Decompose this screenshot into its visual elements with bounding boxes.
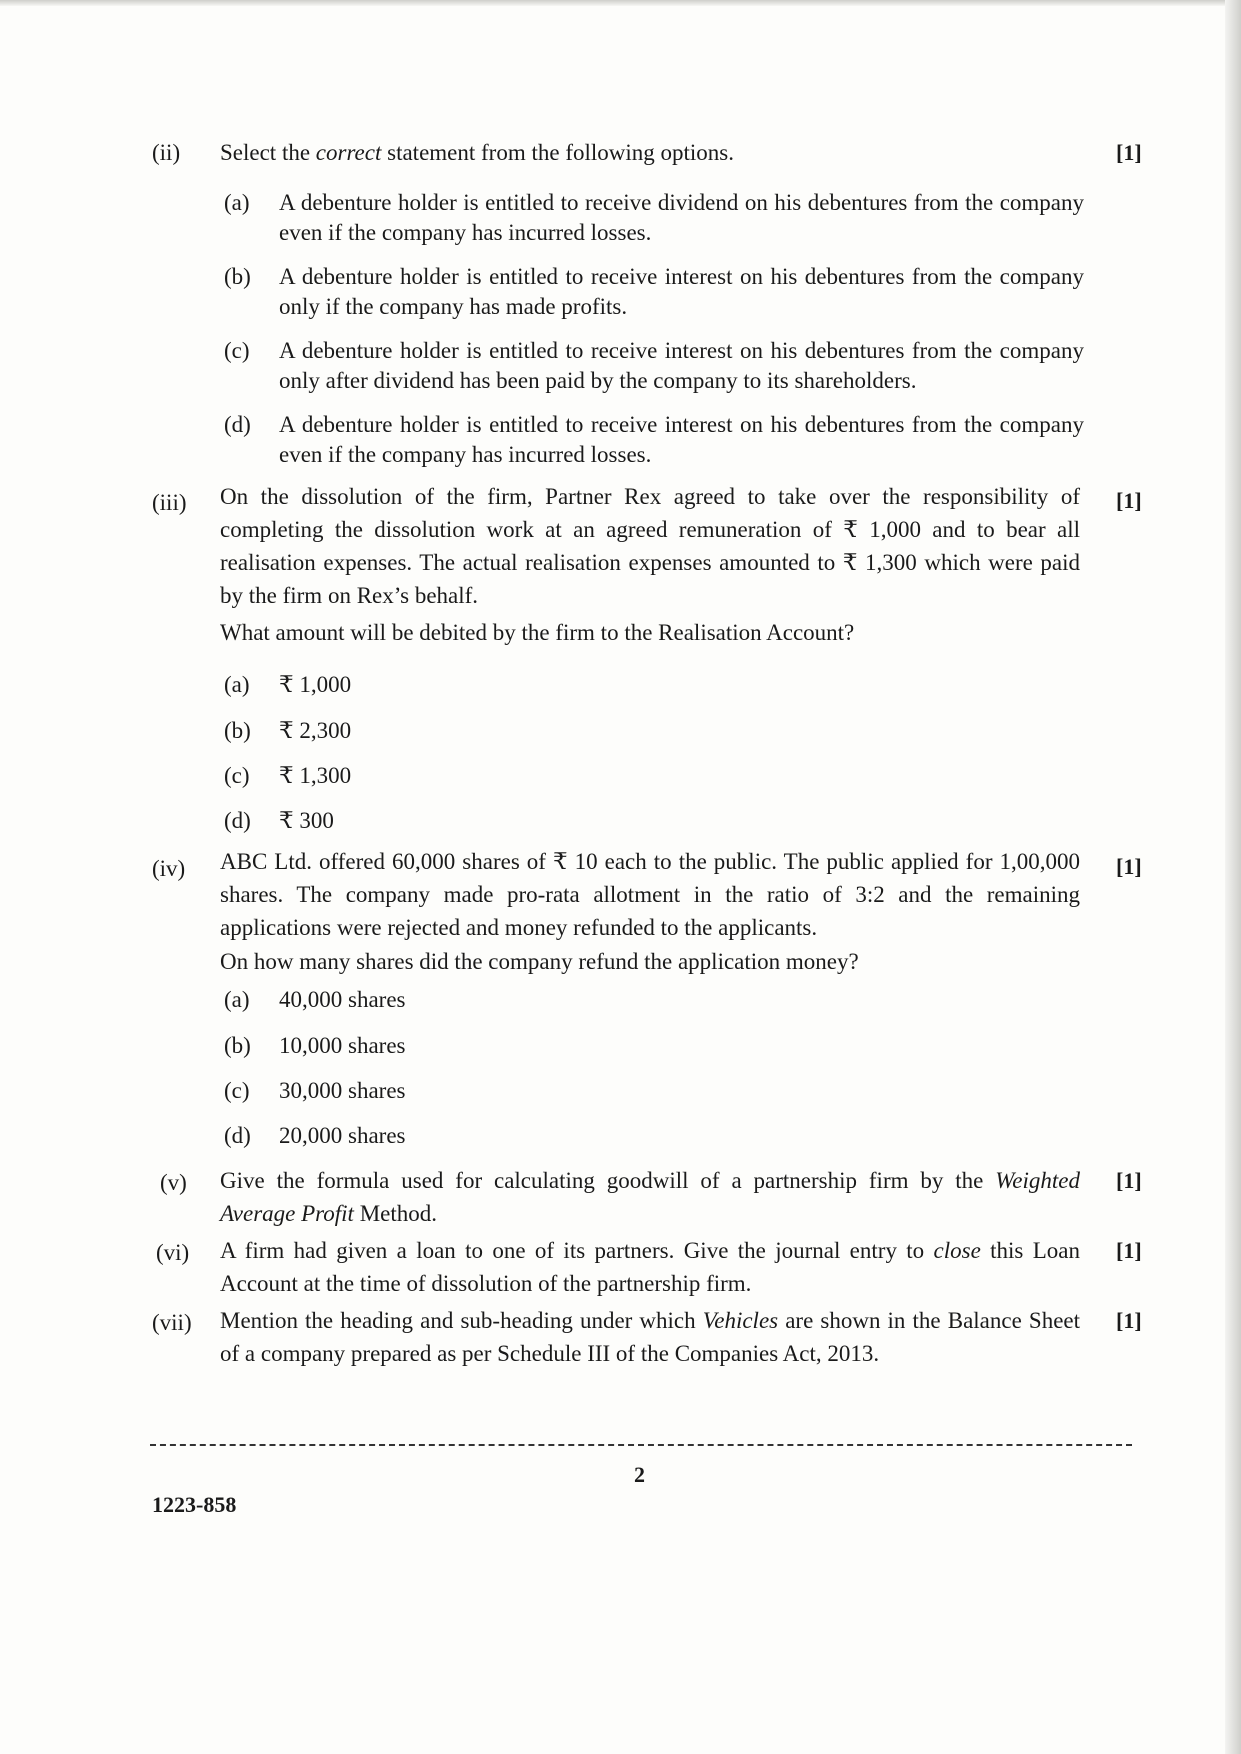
marks: [1]	[1116, 140, 1142, 165]
question-number: (v)	[160, 1170, 187, 1195]
question-text: On the dissolution of the firm, Partner Rex agreed to take over the responsibility of completing the dissolution work at an agreed remuneration of ₹ 1,000 and to bear all realisation expenses. The actual realisation expenses amounted to ₹ 1,300 which were paid by the firm on Rex’s behalf.	[220, 484, 1080, 608]
scan-right-edge	[1225, 0, 1241, 1754]
paper-code: 1223-858	[152, 1492, 237, 1517]
marks: [1]	[1116, 854, 1142, 879]
question-prompt: What amount will be debited by the firm to the Realisation Account?	[220, 620, 855, 645]
footer-divider	[150, 1444, 1132, 1446]
question-prompt: On how many shares did the company refund the application money?	[220, 949, 859, 974]
question-number: (iii)	[152, 490, 187, 515]
question-text: Mention the heading and sub-heading under which Vehicles are shown in the Balance Sheet of a company prepared as per Schedule III of the Companies Act, 2013.	[220, 1308, 1080, 1366]
question-text: A firm had given a loan to one of its partners. Give the journal entry to close this Loan Account at the time of dissolution of the partnership firm.	[220, 1238, 1080, 1296]
question-number: (vii)	[152, 1310, 192, 1335]
marks: [1]	[1116, 488, 1142, 513]
page-number: 2	[634, 1462, 645, 1487]
marks: [1]	[1116, 1168, 1142, 1193]
scan-top-edge	[0, 0, 1241, 6]
question-number: (ii)	[152, 140, 181, 165]
question-text: Select the correct statement from the following options.	[220, 140, 734, 165]
marks: [1]	[1116, 1238, 1142, 1263]
marks: [1]	[1116, 1308, 1142, 1333]
question-text: Give the formula used for calculating goodwill of a partnership firm by the Weighted Average Profit Method.	[220, 1168, 1080, 1226]
question-text: ABC Ltd. offered 60,000 shares of ₹ 10 each to the public. The public applied for 1,00,000 shares. The company made pro-rata allotment in the ratio of 3:2 and the remaining applications were rejected and money refunded to the applicants.	[220, 849, 1080, 940]
question-number: (iv)	[152, 856, 186, 881]
question-number: (vi)	[156, 1240, 190, 1265]
